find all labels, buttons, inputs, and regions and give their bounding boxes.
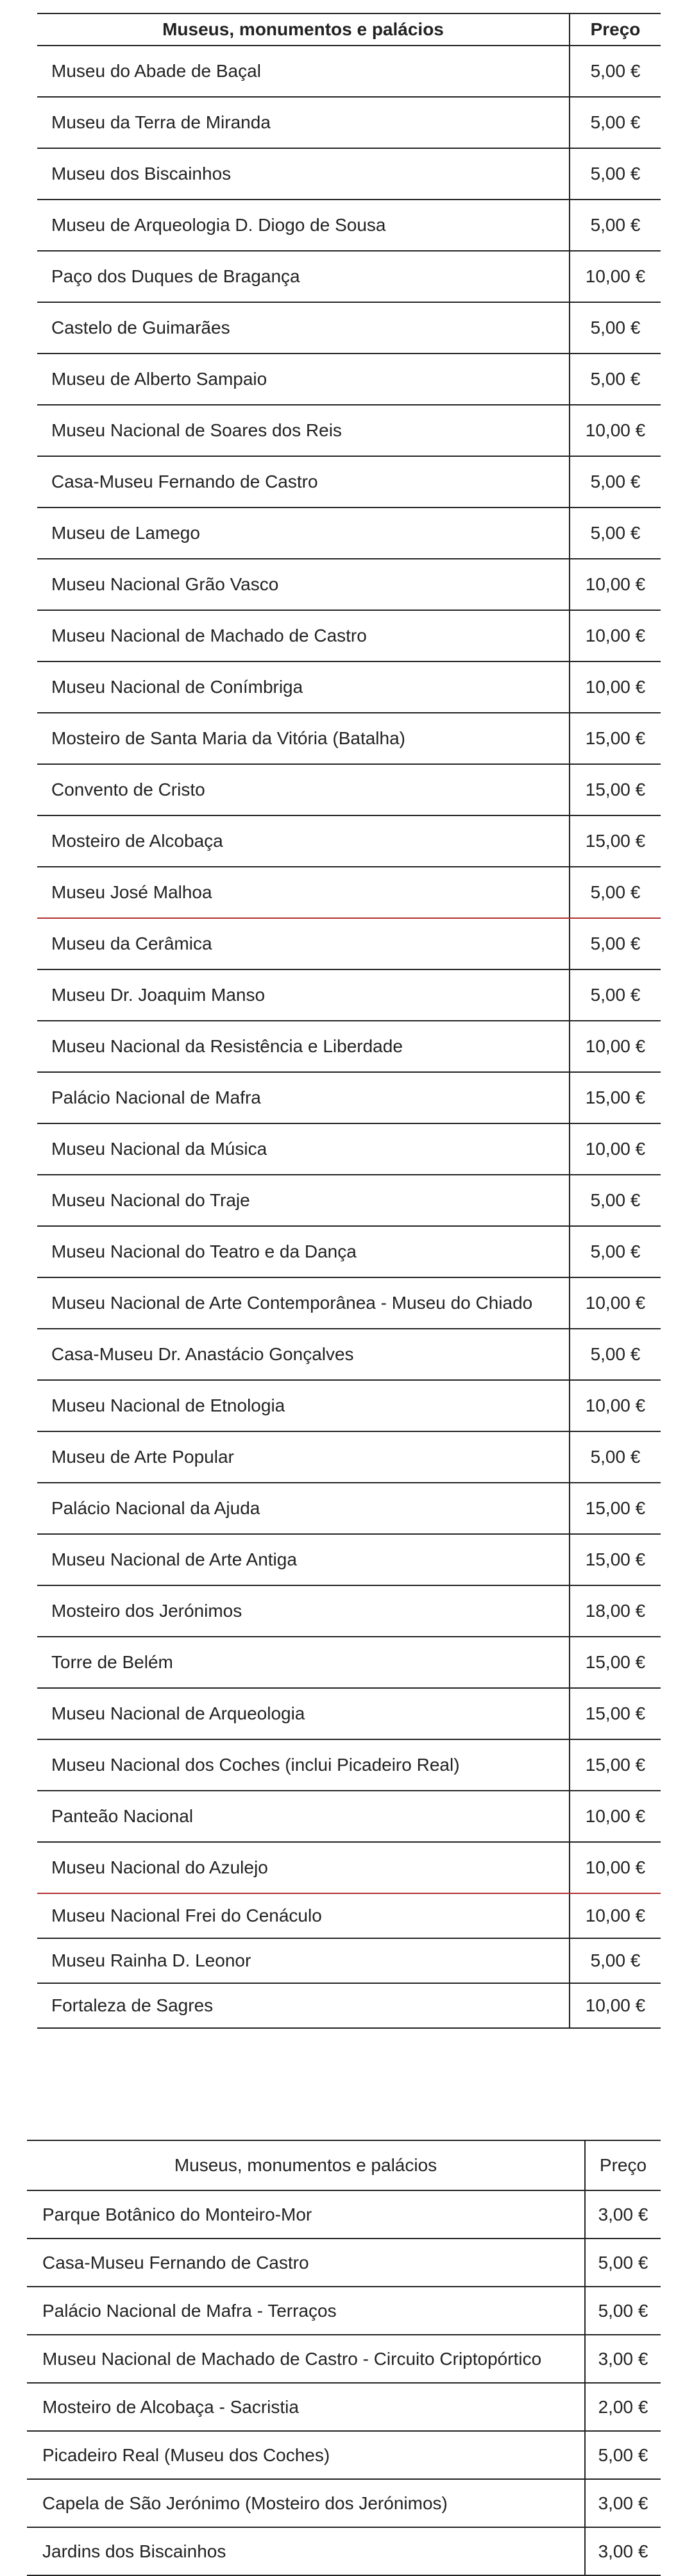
cell-price: 15,00 € [570, 1483, 661, 1534]
column-header-name: Museus, monumentos e palácios [37, 13, 570, 46]
table-row [27, 2479, 661, 2527]
cell-price: 5,00 € [570, 1175, 661, 1226]
table-row [37, 148, 661, 200]
cell-name: Museu Nacional do Teatro e da Dança [37, 1226, 570, 1277]
cell-price: 5,00 € [570, 508, 661, 559]
cell-price: 15,00 € [570, 1739, 661, 1791]
table-row [27, 2190, 661, 2239]
cell-price: 5,00 € [585, 2287, 661, 2335]
table-row [37, 1329, 661, 1380]
cell-price: 5,00 € [570, 867, 661, 918]
table-row [37, 456, 661, 508]
table-row [37, 867, 661, 918]
cell-price: 3,00 € [585, 2335, 661, 2383]
cell-price: 10,00 € [570, 1893, 661, 1938]
cell-name: Palácio Nacional da Ajuda [37, 1483, 570, 1534]
cell-name: Museu Nacional de Arte Contemporânea - Museu do Chiado [37, 1277, 570, 1329]
table-row [37, 1791, 661, 1842]
table-row [37, 1938, 661, 1983]
cell-price: 5,00 € [585, 2431, 661, 2479]
table-row [27, 2287, 661, 2335]
cell-name: Museu Nacional dos Coches (inclui Picadeiro Real) [37, 1739, 570, 1791]
table-row [37, 1842, 661, 1893]
table-header-row [27, 2140, 661, 2190]
cell-name: Museu dos Biscainhos [37, 148, 570, 200]
cell-name: Museu Nacional do Traje [37, 1175, 570, 1226]
cell-name: Museu da Terra de Miranda [37, 97, 570, 148]
table-row [37, 1585, 661, 1637]
table-row [37, 1534, 661, 1585]
table-row [37, 559, 661, 610]
cell-price: 15,00 € [570, 1688, 661, 1739]
cell-price: 10,00 € [570, 251, 661, 302]
column-header-price: Preço [585, 2140, 661, 2190]
cell-name: Museu Dr. Joaquim Manso [37, 969, 570, 1021]
cell-name: Mosteiro de Alcobaça - Sacristia [27, 2383, 585, 2431]
table-row [37, 1226, 661, 1277]
cell-price: 10,00 € [570, 1277, 661, 1329]
table-row [37, 46, 661, 97]
cell-price: 15,00 € [570, 1637, 661, 1688]
prices-table-secondary [27, 2140, 661, 2576]
cell-name: Museu Nacional de Machado de Castro - Circuito Criptopórtico [27, 2335, 585, 2383]
cell-name: Museu Nacional de Arte Antiga [37, 1534, 570, 1585]
cell-name: Casa-Museu Dr. Anastácio Gonçalves [37, 1329, 570, 1380]
table-row [37, 1637, 661, 1688]
cell-name: Museu de Arqueologia D. Diogo de Sousa [37, 200, 570, 251]
cell-price: 5,00 € [570, 97, 661, 148]
table-row [27, 2431, 661, 2479]
table-row [37, 1688, 661, 1739]
table-row [37, 1739, 661, 1791]
cell-price: 5,00 € [570, 1329, 661, 1380]
table-row [37, 1123, 661, 1175]
cell-name: Convento de Cristo [37, 764, 570, 815]
table-row [37, 1983, 661, 2028]
column-header-price: Preço [570, 13, 661, 46]
cell-name: Museu da Cerâmica [37, 918, 570, 969]
cell-price: 15,00 € [570, 764, 661, 815]
cell-name: Museu de Arte Popular [37, 1431, 570, 1483]
cell-name: Mosteiro de Santa Maria da Vitória (Batalha) [37, 713, 570, 764]
cell-price: 15,00 € [570, 713, 661, 764]
table-row [27, 2239, 661, 2287]
cell-price: 5,00 € [570, 456, 661, 508]
table-row [37, 918, 661, 969]
cell-price: 3,00 € [585, 2527, 661, 2575]
cell-name: Palácio Nacional de Mafra - Terraços [27, 2287, 585, 2335]
cell-price: 5,00 € [570, 1431, 661, 1483]
table-body [27, 2190, 661, 2575]
cell-name: Museu Nacional de Etnologia [37, 1380, 570, 1431]
cell-price: 10,00 € [570, 610, 661, 661]
table-row [37, 508, 661, 559]
cell-price: 10,00 € [570, 1983, 661, 2028]
cell-name: Museu Nacional de Arqueologia [37, 1688, 570, 1739]
cell-name: Museu Nacional de Machado de Castro [37, 610, 570, 661]
cell-name: Museu Nacional Frei do Cenáculo [37, 1893, 570, 1938]
table-row [37, 1072, 661, 1123]
cell-name: Casa-Museu Fernando de Castro [27, 2239, 585, 2287]
cell-price: 10,00 € [570, 405, 661, 456]
cell-price: 18,00 € [570, 1585, 661, 1637]
table-body [37, 46, 661, 2028]
cell-price: 5,00 € [570, 302, 661, 354]
cell-name: Museu de Alberto Sampaio [37, 354, 570, 405]
cell-name: Museu Nacional de Conímbriga [37, 661, 570, 713]
cell-name: Picadeiro Real (Museu dos Coches) [27, 2431, 585, 2479]
cell-price: 10,00 € [570, 559, 661, 610]
cell-price: 15,00 € [570, 815, 661, 867]
cell-name: Museu do Abade de Baçal [37, 46, 570, 97]
table-row [37, 764, 661, 815]
cell-price: 5,00 € [570, 1938, 661, 1983]
table-row [37, 354, 661, 405]
table-row [37, 1483, 661, 1534]
cell-price: 5,00 € [570, 969, 661, 1021]
cell-name: Jardins dos Biscainhos [27, 2527, 585, 2575]
cell-price: 3,00 € [585, 2479, 661, 2527]
cell-price: 15,00 € [570, 1534, 661, 1585]
prices-table-main [37, 13, 661, 2029]
cell-price: 15,00 € [570, 1072, 661, 1123]
cell-price: 10,00 € [570, 1842, 661, 1893]
cell-name: Museu de Lamego [37, 508, 570, 559]
cell-price: 5,00 € [585, 2239, 661, 2287]
cell-name: Castelo de Guimarães [37, 302, 570, 354]
table-row [37, 200, 661, 251]
table-row [27, 2335, 661, 2383]
table-row [37, 251, 661, 302]
table-row [37, 1021, 661, 1072]
cell-name: Palácio Nacional de Mafra [37, 1072, 570, 1123]
table-row [37, 405, 661, 456]
table-row [27, 2527, 661, 2575]
cell-name: Mosteiro dos Jerónimos [37, 1585, 570, 1637]
table-header-row [37, 13, 661, 46]
table-row [37, 1175, 661, 1226]
cell-price: 10,00 € [570, 1380, 661, 1431]
cell-price: 10,00 € [570, 1123, 661, 1175]
cell-name: Museu Nacional do Azulejo [37, 1842, 570, 1893]
cell-price: 10,00 € [570, 1021, 661, 1072]
table-row [37, 969, 661, 1021]
table-row [37, 1893, 661, 1938]
table-row [37, 815, 661, 867]
cell-name: Torre de Belém [37, 1637, 570, 1688]
cell-price: 5,00 € [570, 354, 661, 405]
cell-name: Casa-Museu Fernando de Castro [37, 456, 570, 508]
cell-name: Museu Rainha D. Leonor [37, 1938, 570, 1983]
cell-name: Museu Nacional da Resistência e Liberdade [37, 1021, 570, 1072]
cell-name: Museu Nacional de Soares dos Reis [37, 405, 570, 456]
cell-name: Parque Botânico do Monteiro-Mor [27, 2190, 585, 2239]
column-header-name: Museus, monumentos e palácios [27, 2140, 585, 2190]
cell-price: 5,00 € [570, 1226, 661, 1277]
cell-price: 10,00 € [570, 661, 661, 713]
cell-price: 5,00 € [570, 46, 661, 97]
cell-name: Museu Nacional Grão Vasco [37, 559, 570, 610]
table-row [37, 713, 661, 764]
table-row [37, 97, 661, 148]
cell-name: Capela de São Jerónimo (Mosteiro dos Jerónimos) [27, 2479, 585, 2527]
table-row [37, 610, 661, 661]
cell-name: Museu Nacional da Música [37, 1123, 570, 1175]
table-row [37, 1380, 661, 1431]
cell-name: Panteão Nacional [37, 1791, 570, 1842]
cell-price: 5,00 € [570, 148, 661, 200]
cell-price: 2,00 € [585, 2383, 661, 2431]
cell-name: Museu José Malhoa [37, 867, 570, 918]
table-row [37, 1431, 661, 1483]
table-row [37, 661, 661, 713]
cell-price: 5,00 € [570, 200, 661, 251]
table-row [27, 2383, 661, 2431]
cell-price: 10,00 € [570, 1791, 661, 1842]
cell-name: Mosteiro de Alcobaça [37, 815, 570, 867]
cell-price: 5,00 € [570, 918, 661, 969]
cell-name: Paço dos Duques de Bragança [37, 251, 570, 302]
cell-price: 3,00 € [585, 2190, 661, 2239]
table-row [37, 302, 661, 354]
table-row [37, 1277, 661, 1329]
cell-name: Fortaleza de Sagres [37, 1983, 570, 2028]
